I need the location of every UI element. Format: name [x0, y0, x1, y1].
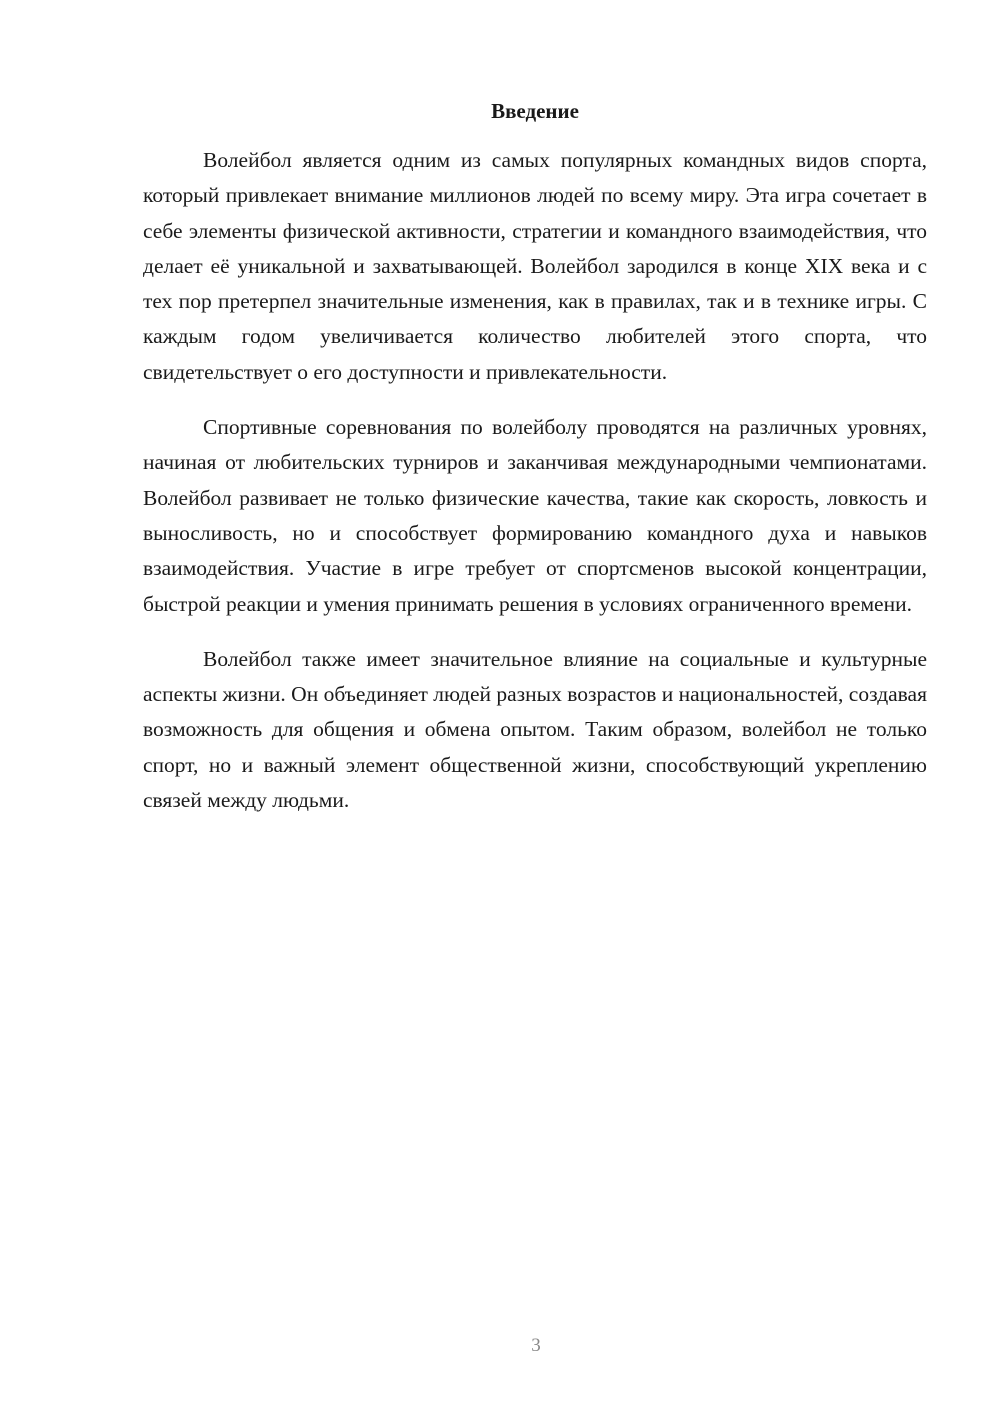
- paragraph-2: Спортивные соревнования по волейболу проводятся на различных уровнях, начиная от любительских турниров и заканчивая международными чемпионатами. Волейбол развивает не только физические качества, такие как скорость, ловкость и выносливость, но и способствует формированию командного духа и навыков взаимодействия. Участие в игре требует от спортсменов высокой концентрации, быстрой реакции и умения принимать решения в условиях ограниченного времени.: [143, 415, 927, 616]
- paragraph-3: Волейбол также имеет значительное влияние на социальные и культурные аспекты жизни. Он объединяет людей разных возрастов и национальностей, создавая возможность для общения и обмена опытом. Таким образом, волейбол не только спорт, но и важный элемент общественной жизни, способствующий укреплению связей между людьми.: [143, 646, 927, 813]
- body-text: [143, 143, 927, 838]
- section-heading: Введение: [491, 99, 579, 123]
- paragraph-1: Волейбол является одним из самых популярных командных видов спорта, который привлекает внимание миллионов людей по всему миру. Эта игра сочетает в себе элементы физической активности, стратегии и командного взаимодействия, что делает её уникальной и захватывающей. Волейбол зародился в конце XIX века и с тех пор претерпел значительные изменения, как в правилах, так и в технике игры. С каждым годом увеличивается количество любителей этого спорта, что свидетельствует о его доступности и привлекательности.: [143, 148, 927, 384]
- page-number: 3: [531, 1335, 541, 1356]
